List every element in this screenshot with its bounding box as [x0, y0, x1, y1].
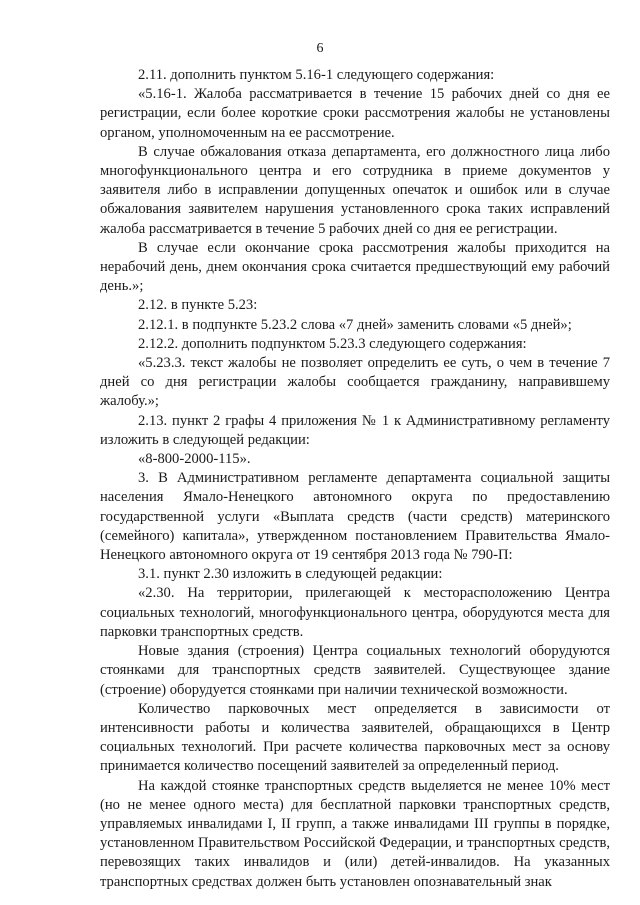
- paragraph: «5.23.3. текст жалобы не позволяет определить ее суть, о чем в течение 7 дней со дня регистрации жалобы сообщается гражданину, направившему жалобу.»;: [100, 355, 610, 410]
- paragraph: В случае если окончание срока рассмотрения жалобы приходится на нерабочий день, днем окончания срока считается предшествующий ему рабочий день.»;: [100, 239, 610, 295]
- paragraph: 3. В Административном регламенте департамента социальной защиты населения Ямало-Ненецкого автономного округа по предоставлению государственной услуги «Выплата средств (части средств) материнского (семейного) капитала», утвержденном постановлением Правительства Ямало-Ненецкого автономного округа от 19 сентября 2013 года № 790-П:: [100, 470, 610, 564]
- paragraph: 2.12.2. дополнить подпунктом 5.23.3 следующего содержания:: [138, 335, 527, 352]
- paragraph: «8-800-2000-115».: [138, 451, 251, 468]
- paragraph: 2.12. в пункте 5.23:: [138, 297, 258, 314]
- paragraph: «2.30. На территории, прилегающей к месторасположению Центра социальных технологий, многофункционального центра, оборудуются места для парковки транспортных средств.: [100, 585, 610, 640]
- paragraph: Новые здания (строения) Центра социальных технологий оборудуются стоянками для транспортных средств заявителей. Существующее здание (строение) оборудуется стоянками при наличии технической возможности.: [100, 643, 610, 698]
- paragraph: Количество парковочных мест определяется в зависимости от интенсивности работы и количества заявителей, обращающихся в Центр социальных технологий. При расчете количества парковочных мест за основу принимается количество посещений заявителей за определенный период.: [100, 700, 610, 775]
- document-body: [100, 66, 610, 892]
- paragraph: 2.11. дополнить пунктом 5.16-1 следующего содержания:: [138, 67, 495, 83]
- paragraph: 2.12.1. в подпункте 5.23.2 слова «7 дней» заменить словами «5 дней»;: [138, 316, 572, 333]
- paragraph: 3.1. пункт 2.30 изложить в следующей редакции:: [138, 566, 443, 583]
- paragraph: В случае обжалования отказа департамента, его должностного лица либо многофункционального центра и его сотрудника в приеме документов у заявителя либо в исправлении допущенных опечаток и ошибок или в случае обжалования заявителем нарушения установленного срока таких исправлений жалоба рассматривается в течение 5 рабочих дней со дня ее регистрации.: [100, 143, 610, 237]
- paragraph: «5.16-1. Жалоба рассматривается в течение 15 рабочих дней со дня ее регистрации, если более короткие сроки рассмотрения жалобы не установлены органом, уполномоченным на ее рассмотрение.: [100, 86, 610, 141]
- paragraph: На каждой стоянке транспортных средств выделяется не менее 10% мест (но не менее одного места) для бесплатной парковки транспортных средств, управляемых инвалидами I, II групп, а также инвалидами III группы в порядке, установленном Правительством Российской Федерации, и транспортных средств, перевозящих таких инвалидов и (или) детей-инвалидов. На указанных транспортных средствах должен быть установлен опознавательный знак: [100, 777, 610, 890]
- page-number: 6: [316, 41, 324, 56]
- paragraph: 2.13. пункт 2 графы 4 приложения № 1 к Административному регламенту изложить в следующей редакции:: [100, 412, 610, 448]
